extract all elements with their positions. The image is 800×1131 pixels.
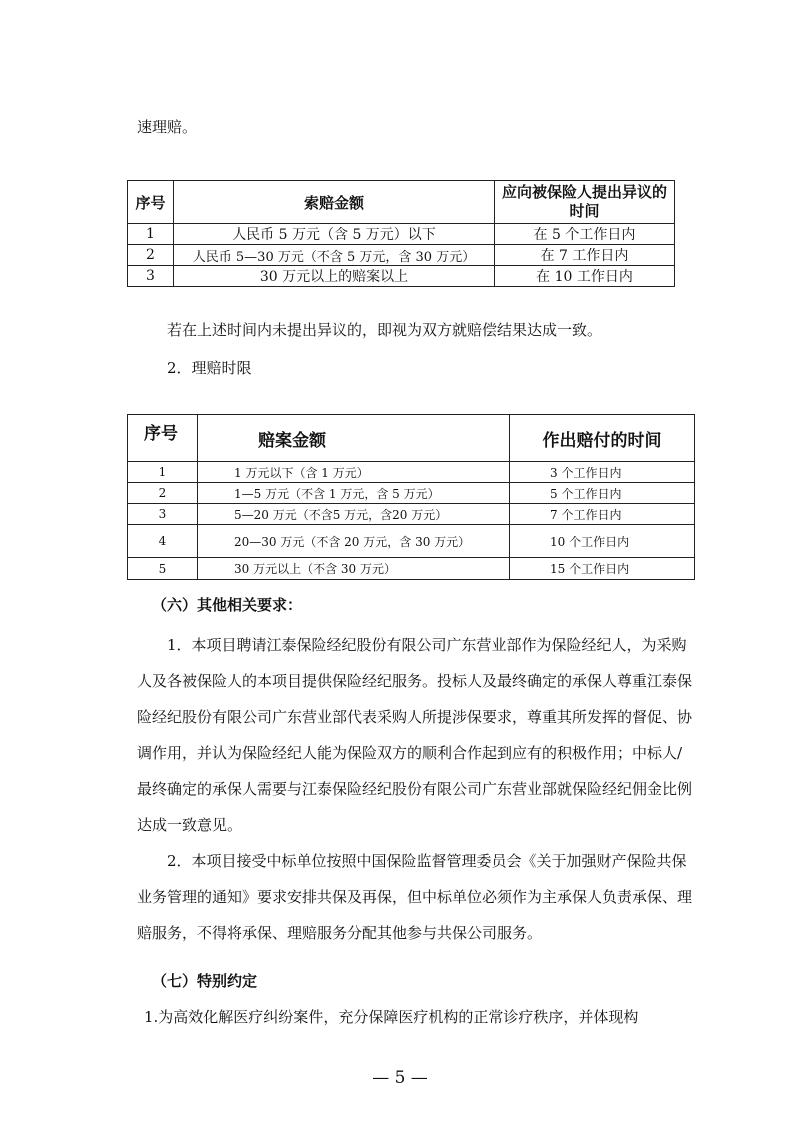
table-cell: 7 个工作日内 — [510, 504, 695, 525]
table-cell: 1 — [128, 224, 174, 245]
table-cell: 20—30 万元（不含 20 万元，含 30 万元） — [198, 525, 510, 558]
table-row — [128, 525, 695, 558]
paragraph-text: 1．本项目聘请江泰保险经纪股份有限公司广东营业部作为保险经纪人，为采购人及各被保险人的本项目提供保险经纪服务。投标人及最终确定的承保人尊重江泰保险经纪股份有限公司广东营业部代表采购人所提涉保要求，尊重其所发挥的督促、协调作用，并认为保险经纪人能为保险双方的顺利合作起到应有的积极作用；中标人/最终确定的承保人需要与江泰保险经纪股份有限公司广东营业部就保险经纪佣金比例达成一致意见。 — [137, 636, 693, 834]
section6-paragraph-2 — [137, 843, 697, 951]
table-cell: 人民币 5—30 万元（不含 5 万元，含 30 万元） — [174, 245, 495, 266]
table-header-cell: 赔案金额 — [198, 415, 510, 462]
table-cell: 2 — [128, 483, 198, 504]
table-cell: 30 万元以上（不含 30 万元） — [198, 558, 510, 580]
after-table1-text: 若在上述时间内未提出异议的，即视为双方就赔偿结果达成一致。 — [167, 321, 603, 339]
table-cell: 5—20 万元（不含5 万元，含20 万元） — [198, 504, 510, 525]
table-row — [128, 483, 695, 504]
table-header-row — [128, 415, 695, 462]
table-row — [128, 504, 695, 525]
table-cell: 30 万元以上的赔案以上 — [174, 266, 495, 287]
table-row — [128, 558, 695, 580]
table-row — [128, 245, 675, 266]
table-cell: 3 — [128, 266, 174, 287]
table-cell: 5 — [128, 558, 198, 580]
section6-title: （六）其他相关要求： — [152, 596, 303, 614]
section7-paragraph-1: 1.为高效化解医疗纠纷案件，充分保障医疗机构的正常诊疗秩序，并体现构 — [144, 1008, 639, 1026]
table-cell: 人民币 5 万元（含 5 万元）以下 — [174, 224, 495, 245]
table-cell: 5 个工作日内 — [510, 483, 695, 504]
table-header-row — [128, 181, 675, 224]
table-cell: 1—5 万元（不含 1 万元，含 5 万元） — [198, 483, 510, 504]
table-cell: 1 万元以下（含 1 万元） — [198, 462, 510, 483]
intro-tail: 速理赔。 — [137, 118, 198, 136]
table-cell: 4 — [128, 525, 198, 558]
table-cell: 在 5 个工作日内 — [495, 224, 675, 245]
table-cell: 在 7 工作日内 — [495, 245, 675, 266]
table-header-cell: 作出赔付的时间 — [510, 415, 695, 462]
table-header-cell: 索赔金额 — [174, 181, 495, 224]
paragraph-text: 2．本项目接受中标单位按照中国保险监督管理委员会《关于加强财产保险共保业务管理的通知》要求安排共保及再保，但中标单位必须作为主承保人负责承保、理赔服务，不得将承保、理赔服务分配其他参与共保公司服务。 — [137, 852, 693, 942]
table-cell: 在 10 工作日内 — [495, 266, 675, 287]
table-cell: 3 个工作日内 — [510, 462, 695, 483]
table-row — [128, 462, 695, 483]
table-header-cell: 序号 — [128, 415, 198, 462]
table-cell: 2 — [128, 245, 174, 266]
claim-payment-time-table — [127, 414, 695, 580]
table-row — [128, 224, 675, 245]
table-cell: 10 个工作日内 — [510, 525, 695, 558]
page-number: — 5 — — [372, 1068, 428, 1088]
section6-paragraph-1 — [137, 627, 697, 843]
claim-objection-table — [127, 180, 675, 287]
table-header-cell: 序号 — [128, 181, 174, 224]
section2-title: 2．理赔时限 — [167, 359, 252, 377]
table-cell: 15 个工作日内 — [510, 558, 695, 580]
table-header-cell: 应向被保险人提出异议的时间 — [495, 181, 675, 224]
table-cell: 1 — [128, 462, 198, 483]
section7-title: （七）特别约定 — [152, 972, 258, 990]
table-row — [128, 266, 675, 287]
table-cell: 3 — [128, 504, 198, 525]
